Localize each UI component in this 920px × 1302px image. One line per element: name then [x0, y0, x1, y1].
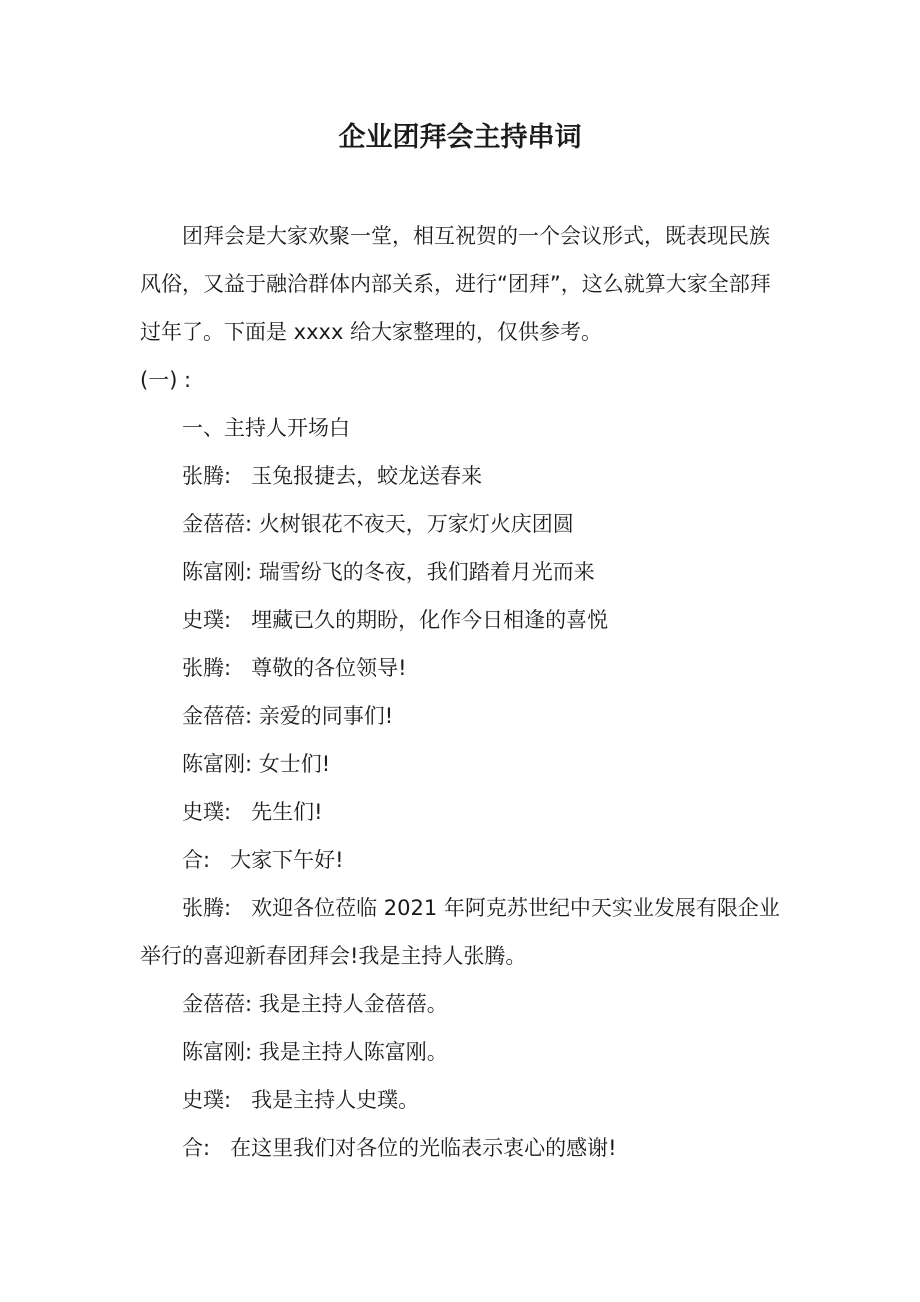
intro-paragraph: 团拜会是大家欢聚一堂，相互祝贺的一个会议形式，既表现民族风俗，又益于融洽群体内部关系，进行“团拜”，这么就算大家全部拜过年了。下面是 xxxx 给大家整理的，仅供参考。 [140, 224, 771, 344]
section-marker: (一) : [140, 368, 192, 392]
script-line: 合: 在这里我们对各位的光临表示衷心的感谢! [182, 1136, 617, 1160]
script-line: 陈富刚: 女士们! [182, 752, 331, 776]
document-title: 企业团拜会主持串词 [338, 122, 582, 153]
document-body [140, 212, 785, 1172]
script-line: 张腾: 尊敬的各位领导! [182, 656, 407, 680]
script-line: 史璞: 先生们! [182, 800, 323, 824]
script-line: 金蓓蓓: 亲爱的同事们! [182, 704, 394, 728]
script-line: 金蓓蓓: 火树银花不夜天，万家灯火庆团圆 [182, 512, 574, 536]
script-line: 陈富刚: 我是主持人陈富刚。 [182, 1040, 448, 1064]
script-line: 一、主持人开场白 [182, 416, 350, 440]
script-line: 史璞: 埋藏已久的期盼，化作今日相逢的喜悦 [182, 608, 609, 632]
script-line: 张腾: 欢迎各位莅临 2021 年阿克苏世纪中天实业发展有限企业举行的喜迎新春团拜会!我是主持人张腾。 [140, 896, 780, 968]
script-line: 合: 大家下午好! [182, 848, 344, 872]
script-line: 陈富刚: 瑞雪纷飞的冬夜，我们踏着月光而来 [182, 560, 595, 584]
script-line: 史璞: 我是主持人史璞。 [182, 1088, 420, 1112]
script-line: 张腾: 玉兔报捷去，蛟龙送春来 [182, 464, 483, 488]
script-line: 金蓓蓓: 我是主持人金蓓蓓。 [182, 992, 448, 1016]
